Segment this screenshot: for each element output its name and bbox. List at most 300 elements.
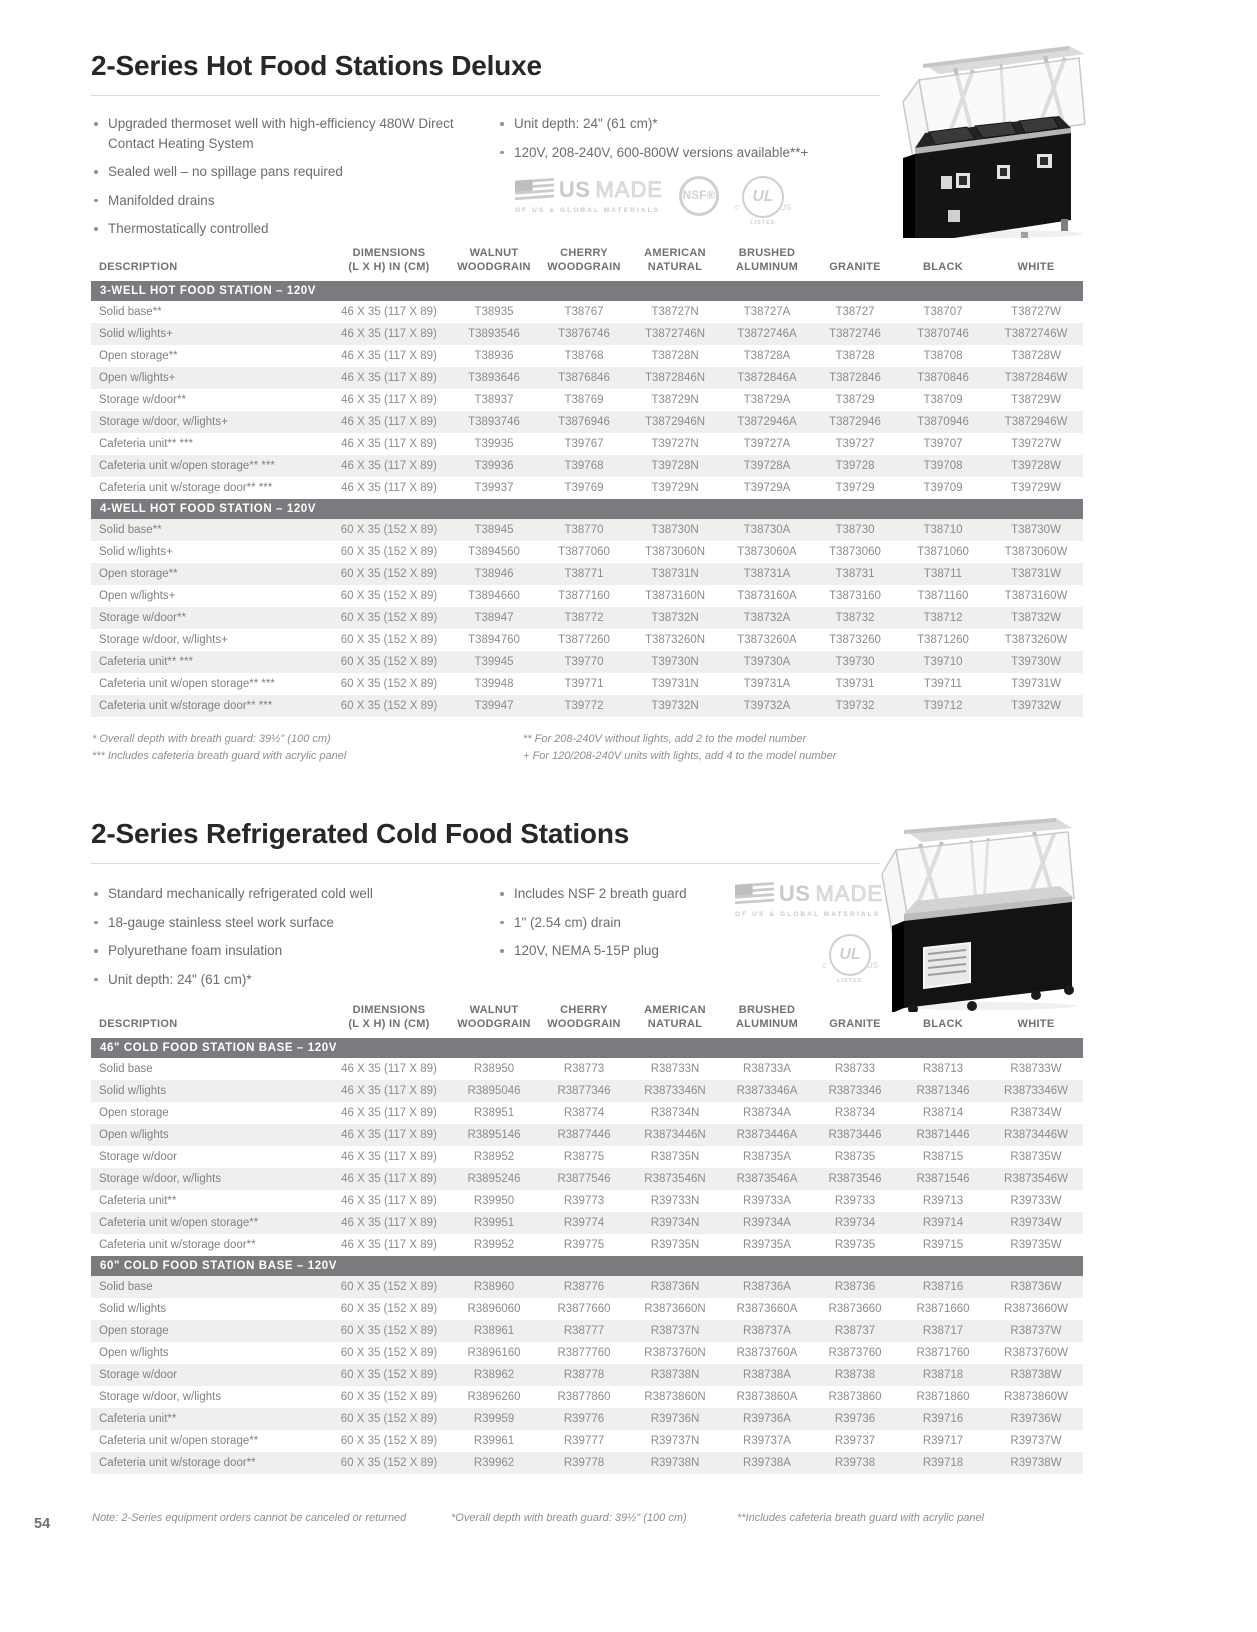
model-number-cell: R39717 xyxy=(922,1434,964,1447)
model-number-cell: T39772 xyxy=(539,695,629,717)
table-row xyxy=(91,1190,1083,1212)
model-number-cell: T38772 xyxy=(539,607,629,629)
table-row xyxy=(91,477,1083,499)
model-number-cell: R3896060 xyxy=(467,1302,521,1315)
model-number-cell: T39707 xyxy=(923,437,963,450)
model-number-cell: T3873060N xyxy=(644,545,706,558)
description-cell: Open w/lights+ xyxy=(91,367,329,389)
model-number-cell: R3873760A xyxy=(736,1346,798,1359)
us-made-subtext: OF US & GLOBAL MATERIALS xyxy=(515,207,661,214)
description-cell: Cafeteria unit w/open storage** *** xyxy=(91,455,329,477)
model-number-cell: R38738A xyxy=(721,1364,813,1386)
nsf-logo: NSF® xyxy=(679,176,719,216)
column-header: WALNUT WOODGRAIN xyxy=(457,1004,531,1031)
model-number-cell: T38937 xyxy=(474,393,514,406)
model-number-cell: R38773 xyxy=(563,1062,605,1075)
model-number-cell: T3876746 xyxy=(539,323,629,345)
model-number-cell: T3872746W xyxy=(989,323,1083,345)
model-number-cell: T38728 xyxy=(835,349,875,362)
table-row xyxy=(91,389,1083,411)
dimensions-cell: 46 X 35 (117 X 89) xyxy=(341,1238,437,1251)
dimensions-cell: 60 X 35 (152 X 89) xyxy=(329,695,449,717)
model-number-cell: R3873760N xyxy=(644,1346,706,1359)
table-row xyxy=(91,651,1083,673)
model-number-cell: R39778 xyxy=(539,1452,629,1474)
model-number-cell: R38735N xyxy=(650,1150,700,1163)
model-number-cell: R39737N xyxy=(650,1434,700,1447)
model-number-cell: T39935 xyxy=(474,437,514,450)
description-cell: Cafeteria unit w/storage door** *** xyxy=(91,695,329,717)
hot-table xyxy=(91,246,1083,717)
model-number-cell: R39737W xyxy=(1010,1434,1062,1447)
table-row xyxy=(91,1058,1083,1080)
model-number-cell: T39768 xyxy=(539,455,629,477)
model-number-cell: T3894560 xyxy=(468,545,520,558)
model-number-cell: R3877760 xyxy=(557,1346,611,1359)
description-cell: Storage w/door, w/lights xyxy=(91,1168,329,1190)
model-number-cell: R39773 xyxy=(563,1194,605,1207)
table-row xyxy=(91,541,1083,563)
model-number-cell: R39738N xyxy=(629,1452,721,1474)
model-number-cell: T39769 xyxy=(564,481,604,494)
model-number-cell: R39777 xyxy=(563,1434,605,1447)
dimensions-cell: 46 X 35 (117 X 89) xyxy=(341,305,437,318)
model-number-cell: R39961 xyxy=(473,1434,515,1447)
model-number-cell: R38733W xyxy=(1010,1062,1062,1075)
table-row xyxy=(91,1342,1083,1364)
dimensions-cell: 60 X 35 (152 X 89) xyxy=(329,519,449,541)
model-number-cell: R39737A xyxy=(743,1434,791,1447)
bullet-item: 120V, NEMA 5-15P plug xyxy=(497,941,797,961)
model-number-cell: T39767 xyxy=(564,437,604,450)
model-number-cell: T3873160N xyxy=(644,589,706,602)
model-number-cell: T3872846 xyxy=(813,367,897,389)
description-cell: Solid base xyxy=(91,1276,329,1298)
model-number-cell: T38727 xyxy=(835,305,875,318)
model-number-cell: R39715 xyxy=(922,1238,964,1251)
dimensions-cell: 60 X 35 (152 X 89) xyxy=(340,1302,438,1315)
model-number-cell: R38733N xyxy=(650,1062,700,1075)
model-number-cell: T3894760 xyxy=(468,633,520,646)
dimensions-cell: 60 X 35 (152 X 89) xyxy=(329,1276,449,1298)
description-cell: Cafeteria unit** *** xyxy=(91,651,329,673)
model-number-cell: T38732N xyxy=(629,607,721,629)
model-number-cell: R38735A xyxy=(743,1150,791,1163)
table-row xyxy=(91,1276,1083,1298)
model-number-cell: T3872946 xyxy=(813,411,897,433)
description-cell: Solid w/lights xyxy=(99,1302,167,1315)
cold-note: **Includes cafeteria breath guard with acrylic panel xyxy=(737,1512,985,1524)
ul-logo: UL c US LISTED xyxy=(735,176,791,226)
table-row xyxy=(91,1146,1083,1168)
model-number-cell: T3873160 xyxy=(829,589,881,602)
model-number-cell: R3873860N xyxy=(644,1390,706,1403)
model-number-cell: R3871546 xyxy=(897,1168,989,1190)
model-number-cell: R39737 xyxy=(834,1434,876,1447)
model-number-cell: T3873260 xyxy=(829,633,881,646)
model-number-cell: R3877860 xyxy=(557,1390,611,1403)
model-number-cell: R39718 xyxy=(897,1452,989,1474)
column-header: GRANITE xyxy=(829,261,881,274)
model-number-cell: T3872846N xyxy=(629,367,721,389)
dimensions-cell: 60 X 35 (152 X 89) xyxy=(340,633,438,646)
model-number-cell: R3873860A xyxy=(736,1390,798,1403)
model-number-cell: R3873546 xyxy=(813,1168,897,1190)
model-number-cell: R39733 xyxy=(834,1194,876,1207)
model-number-cell: T39711 xyxy=(923,677,963,690)
model-number-cell: T38708 xyxy=(923,349,963,362)
model-number-cell: R38776 xyxy=(539,1276,629,1298)
model-number-cell: R3873346N xyxy=(629,1080,721,1102)
model-number-cell: T38711 xyxy=(897,563,989,585)
bullet-item: Thermostatically controlled xyxy=(91,219,463,239)
model-number-cell: R39713 xyxy=(922,1194,964,1207)
table-row xyxy=(91,1212,1083,1234)
model-number-cell: T3873260W xyxy=(1004,633,1068,646)
dimensions-cell: 46 X 35 (117 X 89) xyxy=(341,393,437,406)
column-header: DESCRIPTION xyxy=(99,261,178,274)
model-number-cell: T3873160A xyxy=(737,589,797,602)
dimensions-cell: 46 X 35 (117 X 89) xyxy=(341,1150,437,1163)
table-row xyxy=(91,629,1083,651)
us-made-logo: US MADE OF US & GLOBAL MATERIALS xyxy=(735,881,883,918)
table-row xyxy=(91,1430,1083,1452)
bullet-item: Unit depth: 24" (61 cm)* xyxy=(91,970,463,990)
model-number-cell: R3873446N xyxy=(629,1124,721,1146)
model-number-cell: T3871160 xyxy=(917,589,969,602)
model-number-cell: T38729 xyxy=(835,393,875,406)
hot-footnote: + For 120/208-240V units with lights, add 4 to the model number xyxy=(523,750,837,762)
model-number-cell: R3877546 xyxy=(539,1168,629,1190)
dimensions-cell: 60 X 35 (152 X 89) xyxy=(329,607,449,629)
model-number-cell: R3873760W xyxy=(1004,1346,1068,1359)
model-number-cell: R39962 xyxy=(449,1452,539,1474)
table-row xyxy=(91,323,1083,345)
model-number-cell: T38731N xyxy=(629,563,721,585)
dimensions-cell: 46 X 35 (117 X 89) xyxy=(341,349,437,362)
model-number-cell: T39732N xyxy=(629,695,721,717)
column-header: BLACK xyxy=(923,261,963,274)
model-number-cell: R38736A xyxy=(721,1276,813,1298)
dimensions-cell: 60 X 35 (152 X 89) xyxy=(329,1364,449,1386)
section-header-row: 60" COLD FOOD STATION BASE – 120V xyxy=(91,1256,1083,1276)
model-number-cell: T3873060 xyxy=(829,545,881,558)
model-number-cell: T38769 xyxy=(564,393,604,406)
model-number-cell: R39952 xyxy=(473,1238,515,1251)
model-number-cell: T39730A xyxy=(721,651,813,673)
column-header: BRUSHED ALUMINUM xyxy=(735,1004,799,1031)
model-number-cell: R39735A xyxy=(743,1238,791,1251)
model-number-cell: T39936 xyxy=(449,455,539,477)
model-number-cell: T39732 xyxy=(813,695,897,717)
model-number-cell: R3873660N xyxy=(644,1302,706,1315)
description-cell: Cafeteria unit** xyxy=(91,1408,329,1430)
description-cell: Cafeteria unit w/storage door** *** xyxy=(99,481,273,494)
model-number-cell: R38736N xyxy=(629,1276,721,1298)
model-number-cell: T3872946W xyxy=(989,411,1083,433)
description-cell: Solid w/lights xyxy=(91,1080,329,1102)
table-row xyxy=(91,673,1083,695)
model-number-cell: R3896260 xyxy=(467,1390,521,1403)
table-row xyxy=(91,607,1083,629)
model-number-cell: R38961 xyxy=(449,1320,539,1342)
bullet-item: Standard mechanically refrigerated cold well xyxy=(91,884,463,904)
table-row xyxy=(91,1298,1083,1320)
model-number-cell: T3872946A xyxy=(721,411,813,433)
model-number-cell: R3873660A xyxy=(736,1302,798,1315)
model-number-cell: R38774 xyxy=(563,1106,605,1119)
model-number-cell: R39714 xyxy=(897,1212,989,1234)
model-number-cell: T38710 xyxy=(897,519,989,541)
model-number-cell: T39948 xyxy=(474,677,514,690)
model-number-cell: T38728N xyxy=(651,349,699,362)
model-number-cell: T39730 xyxy=(813,651,897,673)
dimensions-cell: 60 X 35 (152 X 89) xyxy=(340,1346,438,1359)
model-number-cell: T3873260A xyxy=(737,633,797,646)
dimensions-cell: 60 X 35 (152 X 89) xyxy=(329,1452,449,1474)
model-number-cell: T39731N xyxy=(651,677,699,690)
model-number-cell: T38732W xyxy=(989,607,1083,629)
model-number-cell: T39731 xyxy=(835,677,875,690)
model-number-cell: T3870946 xyxy=(897,411,989,433)
model-number-cell: R38952 xyxy=(473,1150,515,1163)
model-number-cell: T38729N xyxy=(651,393,699,406)
cold-station-image xyxy=(876,792,1091,1012)
model-number-cell: R39776 xyxy=(539,1408,629,1430)
model-number-cell: T39730N xyxy=(629,651,721,673)
dimensions-cell: 60 X 35 (152 X 89) xyxy=(329,1408,449,1430)
model-number-cell: T38729W xyxy=(1011,393,1061,406)
model-number-cell: T3893546 xyxy=(449,323,539,345)
bullet-item: 18-gauge stainless steel work surface xyxy=(91,913,463,933)
model-number-cell: R38736 xyxy=(813,1276,897,1298)
table-row xyxy=(91,1408,1083,1430)
model-number-cell: R39951 xyxy=(449,1212,539,1234)
description-cell: Solid base xyxy=(99,1062,153,1075)
cold-table-wrap xyxy=(91,1003,1083,1474)
model-number-cell: R3871346 xyxy=(897,1080,989,1102)
model-number-cell: R3873546N xyxy=(629,1168,721,1190)
column-header: AMERICAN NATURAL xyxy=(644,247,706,274)
hot-bullets-right xyxy=(497,114,897,171)
section-header-row: 46" COLD FOOD STATION BASE – 120V xyxy=(91,1038,1083,1058)
model-number-cell: R3871860 xyxy=(916,1390,970,1403)
model-number-cell: T3877060 xyxy=(558,545,610,558)
bullet-item: Unit depth: 24" (61 cm)* xyxy=(497,114,897,134)
model-number-cell: R39733W xyxy=(1010,1194,1062,1207)
model-number-cell: R38714 xyxy=(922,1106,964,1119)
model-number-cell: R3873860 xyxy=(828,1390,882,1403)
model-number-cell: R38737 xyxy=(813,1320,897,1342)
model-number-cell: R39735N xyxy=(650,1238,700,1251)
table-row xyxy=(91,433,1083,455)
model-number-cell: T3894660 xyxy=(468,589,520,602)
table-row xyxy=(91,563,1083,585)
description-cell: Storage w/door, w/lights+ xyxy=(91,411,329,433)
table-row xyxy=(91,1364,1083,1386)
model-number-cell: R38738W xyxy=(989,1364,1083,1386)
model-number-cell: T39712 xyxy=(897,695,989,717)
model-number-cell: R38778 xyxy=(539,1364,629,1386)
model-number-cell: T38709 xyxy=(923,393,963,406)
model-number-cell: R38960 xyxy=(449,1276,539,1298)
column-header: CHERRY WOODGRAIN xyxy=(547,247,621,274)
hot-table-wrap xyxy=(91,246,1083,717)
model-number-cell: T38771 xyxy=(539,563,629,585)
model-number-cell: R3877446 xyxy=(539,1124,629,1146)
model-number-cell: R38775 xyxy=(563,1150,605,1163)
model-number-cell: T39728A xyxy=(721,455,813,477)
model-number-cell: T38945 xyxy=(449,519,539,541)
table-row xyxy=(91,411,1083,433)
table-row xyxy=(91,1102,1083,1124)
model-number-cell: T3870846 xyxy=(897,367,989,389)
dimensions-cell: 60 X 35 (152 X 89) xyxy=(329,563,449,585)
model-number-cell: R39735W xyxy=(1010,1238,1062,1251)
model-number-cell: T38731 xyxy=(813,563,897,585)
model-number-cell: R38737W xyxy=(989,1320,1083,1342)
model-number-cell: T3877160 xyxy=(558,589,610,602)
description-cell: Storage w/door, w/lights+ xyxy=(99,633,228,646)
model-number-cell: T38707 xyxy=(923,305,963,318)
dimensions-cell: 46 X 35 (117 X 89) xyxy=(329,455,449,477)
model-number-cell: T3873160W xyxy=(1004,589,1068,602)
model-number-cell: T38728W xyxy=(1011,349,1061,362)
table-row xyxy=(91,1124,1083,1146)
description-cell: Cafeteria unit w/storage door** xyxy=(99,1238,256,1251)
column-header: AMERICAN NATURAL xyxy=(644,1004,706,1031)
description-cell: Open w/lights xyxy=(91,1124,329,1146)
model-number-cell: T38947 xyxy=(449,607,539,629)
bullet-item: Sealed well – no spillage pans required xyxy=(91,162,463,182)
model-number-cell: T39770 xyxy=(539,651,629,673)
dimensions-cell: 60 X 35 (152 X 89) xyxy=(340,589,438,602)
model-number-cell: T3877260 xyxy=(558,633,610,646)
model-number-cell: R3895046 xyxy=(449,1080,539,1102)
model-number-cell: R38735 xyxy=(834,1150,876,1163)
model-number-cell: T39729W xyxy=(1011,481,1061,494)
bullet-item: Polyurethane foam insulation xyxy=(91,941,463,961)
model-number-cell: T38946 xyxy=(449,563,539,585)
model-number-cell: R3871446 xyxy=(897,1124,989,1146)
column-header: GRANITE xyxy=(829,1018,881,1031)
model-number-cell: R3871660 xyxy=(916,1302,970,1315)
description-cell: Solid base** xyxy=(99,305,162,318)
model-number-cell: R3877660 xyxy=(557,1302,611,1315)
model-number-cell: R3873660 xyxy=(828,1302,882,1315)
model-number-cell: R3873446W xyxy=(989,1124,1083,1146)
model-number-cell: R3895146 xyxy=(449,1124,539,1146)
model-number-cell: T38727A xyxy=(743,305,791,318)
description-cell: Storage w/door** xyxy=(91,607,329,629)
model-number-cell: T3872846A xyxy=(721,367,813,389)
dimensions-cell: 46 X 35 (117 X 89) xyxy=(341,481,437,494)
model-number-cell: R38715 xyxy=(922,1150,964,1163)
model-number-cell: T3870746 xyxy=(897,323,989,345)
model-number-cell: T39708 xyxy=(897,455,989,477)
table-row xyxy=(91,301,1083,323)
dimensions-cell: 60 X 35 (152 X 89) xyxy=(329,651,449,673)
table-row xyxy=(91,1386,1083,1408)
cold-bullets-left xyxy=(91,884,463,998)
table-row xyxy=(91,455,1083,477)
dimensions-cell: 46 X 35 (117 X 89) xyxy=(329,1080,449,1102)
model-number-cell: T39731W xyxy=(1011,677,1061,690)
model-number-cell: T38731W xyxy=(989,563,1083,585)
description-cell: Storage w/door, w/lights xyxy=(99,1390,222,1403)
model-number-cell: R38733A xyxy=(743,1062,791,1075)
model-number-cell: R39733N xyxy=(650,1194,700,1207)
model-number-cell: T39710 xyxy=(897,651,989,673)
model-number-cell: T3876846 xyxy=(539,367,629,389)
model-number-cell: T3872946N xyxy=(629,411,721,433)
model-number-cell: R3873346W xyxy=(989,1080,1083,1102)
table-row xyxy=(91,1080,1083,1102)
model-number-cell: R39736W xyxy=(989,1408,1083,1430)
description-cell: Cafeteria unit w/open storage** xyxy=(91,1212,329,1234)
dimensions-cell: 46 X 35 (117 X 89) xyxy=(329,1212,449,1234)
model-number-cell: T3871060 xyxy=(917,545,969,558)
model-number-cell: R3871760 xyxy=(916,1346,970,1359)
model-number-cell: R39733A xyxy=(743,1194,791,1207)
model-number-cell: T3873060W xyxy=(1004,545,1068,558)
model-number-cell: T3872746 xyxy=(813,323,897,345)
ul-c-mark: c xyxy=(735,203,739,212)
model-number-cell: R39775 xyxy=(563,1238,605,1251)
hot-footnote: ** For 208-240V without lights, add 2 to the model number xyxy=(523,733,807,745)
description-cell: Cafeteria unit w/open storage** *** xyxy=(99,677,275,690)
description-cell: Solid w/lights+ xyxy=(99,545,173,558)
hot-station-image xyxy=(893,38,1093,238)
description-cell: Cafeteria unit** xyxy=(99,1194,177,1207)
model-number-cell: T39727W xyxy=(1011,437,1061,450)
model-number-cell: T39730W xyxy=(989,651,1083,673)
model-number-cell: T38767 xyxy=(564,305,604,318)
model-number-cell: T38730N xyxy=(629,519,721,541)
us-flag-icon xyxy=(735,880,774,908)
model-number-cell: R38734A xyxy=(743,1106,791,1119)
description-cell: Storage w/door xyxy=(91,1364,329,1386)
model-number-cell: R3873546A xyxy=(721,1168,813,1190)
model-number-cell: T3872746A xyxy=(721,323,813,345)
dimensions-cell: 46 X 35 (117 X 89) xyxy=(329,411,449,433)
description-cell: Open storage** xyxy=(99,349,178,362)
hot-section-title: 2-Series Hot Food Stations Deluxe xyxy=(91,50,542,81)
us-flag-icon xyxy=(515,176,554,204)
hot-bullets-left xyxy=(91,114,463,248)
description-cell: Cafeteria unit w/open storage** xyxy=(99,1434,259,1447)
bullet-item: 1" (2.54 cm) drain xyxy=(497,913,797,933)
cold-note: *Overall depth with breath guard: 39½" (100 cm) xyxy=(451,1512,687,1524)
model-number-cell: T39729N xyxy=(651,481,699,494)
model-number-cell: R39736A xyxy=(721,1408,813,1430)
model-number-cell: T3893646 xyxy=(449,367,539,389)
description-cell: Open w/lights xyxy=(99,1346,169,1359)
model-number-cell: R39738W xyxy=(989,1452,1083,1474)
model-number-cell: R3895246 xyxy=(449,1168,539,1190)
model-number-cell: R38737N xyxy=(629,1320,721,1342)
model-number-cell: R38717 xyxy=(897,1320,989,1342)
model-number-cell: R3877346 xyxy=(539,1080,629,1102)
table-row xyxy=(91,367,1083,389)
model-number-cell: T39709 xyxy=(923,481,963,494)
model-number-cell: R3873346A xyxy=(721,1080,813,1102)
model-number-cell: R38737A xyxy=(721,1320,813,1342)
model-number-cell: T3871260 xyxy=(917,633,969,646)
model-number-cell: T39727N xyxy=(651,437,699,450)
dimensions-cell: 46 X 35 (117 X 89) xyxy=(329,323,449,345)
model-number-cell: R3873760 xyxy=(828,1346,882,1359)
